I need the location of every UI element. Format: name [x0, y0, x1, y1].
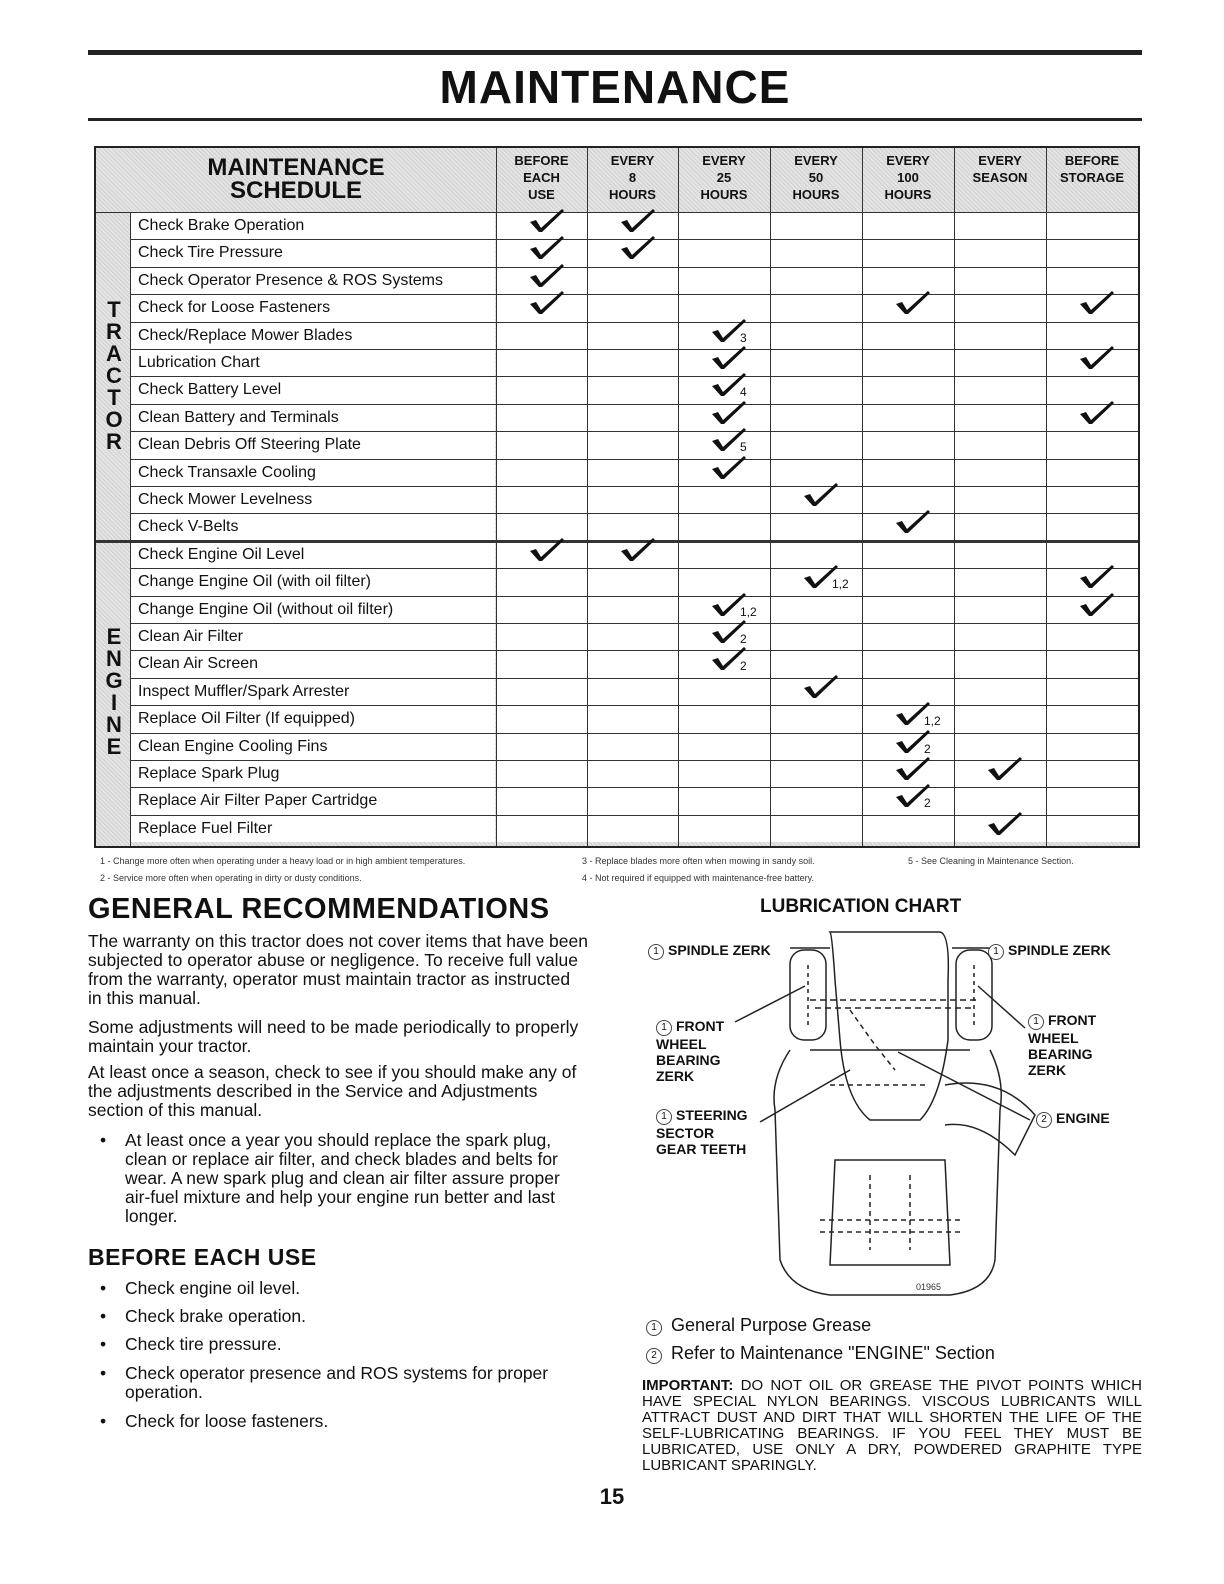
column-header-line: HOURS: [792, 187, 840, 202]
row-divider: [130, 650, 1138, 651]
column-header: [954, 152, 1046, 212]
group-divider: [130, 212, 131, 846]
column-header-line: EVERY: [794, 153, 838, 168]
checkmark-icon: [982, 756, 1026, 780]
column-divider: [954, 148, 955, 846]
group-letter: E: [106, 623, 122, 649]
group-letter: N: [106, 645, 122, 671]
task-label: Check Brake Operation: [138, 217, 305, 234]
bullet-dot: •: [100, 1411, 107, 1431]
column-header-line: BEFORE: [514, 153, 569, 168]
column-header-line: 100: [897, 170, 919, 185]
check-cell: [863, 377, 954, 403]
check-cell: [771, 213, 862, 239]
column-header-line: [954, 186, 1046, 203]
check-cell: [1047, 487, 1138, 513]
group-letter: R: [106, 429, 122, 455]
spindle-zerk-left-label: 1 SPINDLE ZERK: [648, 942, 771, 960]
check-cell: [588, 569, 678, 595]
check-cell: [955, 350, 1046, 376]
front-wheel-bearing-left-label: 1 FRONT WHEEL BEARING ZERK: [656, 1018, 725, 1084]
check-cell: [771, 761, 862, 787]
group-letter: O: [105, 407, 123, 433]
check-cell: [1047, 624, 1138, 650]
hood-outline: [830, 932, 948, 1120]
task-label: Clean Engine Cooling Fins: [138, 737, 328, 755]
group-letter: I: [110, 689, 118, 715]
checkmark-icon: [798, 674, 842, 698]
check-cell: [771, 323, 862, 349]
general-paragraph-3: At least once a season, check to see if you should make any of the adjustments described in the Service and Adjustments section of this manual.: [88, 1062, 577, 1120]
bullet-dot: •: [100, 1278, 107, 1298]
column-header-line: 25: [716, 170, 732, 185]
group-letter: G: [105, 667, 123, 693]
task-label: Clean Air Screen: [138, 655, 259, 673]
footnote: 4 - Not required if equipped with maintenance-free battery.: [582, 873, 814, 883]
check-cell: [863, 323, 954, 349]
task-label: Check V-Belts: [138, 518, 239, 536]
check-cell: [955, 542, 1046, 568]
check-cell: [863, 405, 954, 431]
task-label: Clean Battery and Terminals: [138, 408, 339, 426]
check-cell: [955, 651, 1046, 677]
before-each-use-heading: BEFORE EACH USE: [88, 1244, 317, 1270]
column-header-line: EACH: [523, 170, 560, 185]
column-header: [770, 152, 862, 212]
check-cell: [863, 240, 954, 266]
checkmark-icon: [1074, 592, 1118, 616]
check-cell: [771, 514, 862, 540]
task-label: Lubrication Chart: [138, 354, 260, 371]
check-note: 1,2: [924, 714, 941, 729]
general-recommendations-heading: GENERAL RECOMMENDATIONS: [88, 893, 550, 925]
row-divider: [130, 349, 1138, 350]
legend-general-grease: 1 General Purpose Grease: [646, 1315, 871, 1336]
check-cell: [771, 597, 862, 623]
check-note: 2: [740, 659, 747, 674]
check-cell: [955, 213, 1046, 239]
bullet-dot: •: [100, 1363, 107, 1383]
figure-id: 01965: [916, 1282, 942, 1292]
column-header-line: SEASON: [972, 170, 1028, 185]
check-cell: [955, 323, 1046, 349]
schedule-title-line2: SCHEDULE: [229, 177, 362, 204]
column-header-line: HOURS: [609, 187, 656, 202]
check-cell: [679, 514, 770, 540]
bullet-dot: •: [100, 1130, 107, 1150]
check-cell: [588, 323, 678, 349]
group-letter: T: [107, 297, 121, 323]
check-note: 3: [740, 330, 747, 345]
check-cell: [497, 323, 587, 349]
check-cell: [955, 460, 1046, 486]
spindle-zerk-right-label: 1 SPINDLE ZERK: [988, 942, 1111, 960]
check-cell: [1047, 788, 1138, 814]
checkmark-icon: [524, 290, 568, 314]
column-divider: [1046, 148, 1047, 846]
check-cell: [588, 377, 678, 403]
check-cell: [588, 761, 678, 787]
check-note: 2: [924, 741, 931, 756]
check-cell: [955, 240, 1046, 266]
check-cell: [955, 432, 1046, 458]
footnote: 1 - Change more often when operating under a heavy load or in high ambient temperatures.: [100, 856, 466, 866]
check-cell: [679, 706, 770, 732]
lubrication-chart-title: LUBRICATION CHART: [760, 896, 962, 917]
check-cell: [497, 679, 587, 705]
check-cell: [588, 788, 678, 814]
front-wheel-bearing-right-label: 1 FRONT WHEEL BEARING ZERK: [1028, 1012, 1097, 1078]
check-cell: [679, 788, 770, 814]
column-header-line: EVERY: [610, 153, 655, 168]
task-label: Replace Oil Filter (If equipped): [138, 710, 355, 728]
column-header-line: BEFORE: [1064, 153, 1120, 168]
before-each-use-item-text: Check brake operation.: [125, 1306, 306, 1326]
check-cell: [679, 734, 770, 760]
before-each-use-item-text: Check engine oil level.: [125, 1278, 301, 1298]
checkmark-icon: [524, 263, 568, 287]
checkmark-icon: [615, 537, 659, 561]
check-cell: [771, 624, 862, 650]
check-cell: [955, 679, 1046, 705]
check-cell: [771, 788, 862, 814]
check-cell: [497, 706, 587, 732]
check-cell: [771, 268, 862, 294]
group-letter: N: [106, 711, 122, 737]
check-cell: [497, 377, 587, 403]
column-header: [587, 152, 678, 212]
checkmark-icon: [1074, 400, 1118, 424]
check-cell: [1047, 816, 1138, 842]
checkmark-icon: [890, 756, 934, 780]
footnote: 5 - See Cleaning in Maintenance Section.: [908, 856, 1074, 866]
task-label: Clean Air Filter: [138, 628, 243, 645]
checkmark-icon: [1074, 345, 1118, 369]
left-front-wheel: [790, 950, 826, 1040]
checkmark-icon: [1074, 290, 1118, 314]
task-label: Replace Fuel Filter: [138, 819, 273, 837]
maintenance-schedule-table: [94, 146, 1140, 848]
important-text: DO NOT OIL OR GREASE THE PIVOT POINTS WHICH HAVE SPECIAL NYLON BEARINGS. VISCOUS LUBRICANTS WILL ATTRACT DUST AND DIRT THAT WILL SHORTEN THE LIFE OF THE SELF-LUBRICATING BEARINGS. IF YOU FEEL THEY MUST BE LUBRICATED, USE ONLY A DRY, POWDERED GRAPHITE TYPE LUBRICANT SPARINGLY.: [642, 1377, 1142, 1474]
engine-label: 2 ENGINE: [1036, 1110, 1110, 1128]
check-cell: [955, 597, 1046, 623]
check-cell: [863, 213, 954, 239]
general-paragraph-1: The warranty on this tractor does not cover items that have been subjected to operator abuse or negligence. To receive full value from the warranty, operator must maintain tractor as instructed in this manual.: [88, 931, 588, 1008]
check-cell: [588, 268, 678, 294]
check-cell: [588, 624, 678, 650]
checkmark-icon: [798, 482, 842, 506]
checkmark-icon: [524, 537, 568, 561]
schedule-title-line1: MAINTENANCE: [207, 154, 385, 181]
check-cell: [863, 569, 954, 595]
check-cell: [955, 624, 1046, 650]
check-cell: [1047, 706, 1138, 732]
check-cell: [497, 432, 587, 458]
marker-one-icon: 1: [1028, 1014, 1044, 1030]
checkmark-icon: [524, 235, 568, 259]
task-label: Inspect Muffler/Spark Arrester: [138, 682, 350, 700]
check-cell: [497, 597, 587, 623]
check-cell: [771, 377, 862, 403]
task-label: Check Operator Presence & ROS Systems: [138, 271, 443, 289]
bullet-dot: •: [100, 1306, 107, 1326]
top-rule: [88, 50, 1142, 55]
column-header-line: USE: [528, 187, 555, 202]
check-cell: [588, 432, 678, 458]
important-notice: [642, 1378, 1142, 1474]
marker-one-icon: 1: [656, 1020, 672, 1036]
rear-body: [774, 1050, 1001, 1295]
check-cell: [497, 816, 587, 842]
check-cell: [497, 569, 587, 595]
row-divider: [130, 376, 1138, 377]
check-cell: [588, 487, 678, 513]
checkmark-icon: [982, 811, 1026, 835]
column-header-line: EVERY: [886, 153, 930, 168]
check-cell: [679, 240, 770, 266]
check-cell: [955, 377, 1046, 403]
check-cell: [771, 706, 862, 732]
column-header: [1046, 152, 1138, 212]
check-cell: [588, 679, 678, 705]
check-cell: [1047, 761, 1138, 787]
check-cell: [588, 651, 678, 677]
check-cell: [863, 816, 954, 842]
check-cell: [679, 542, 770, 568]
check-cell: [771, 350, 862, 376]
check-cell: [955, 268, 1046, 294]
check-cell: [588, 350, 678, 376]
column-header-line: HOURS: [700, 187, 748, 202]
column-divider: [862, 148, 863, 846]
check-cell: [955, 487, 1046, 513]
check-note: 1,2: [832, 577, 849, 592]
column-header-line: HOURS: [884, 187, 932, 202]
checkmark-icon: [615, 208, 659, 232]
checkmark-icon: [524, 208, 568, 232]
check-cell: [771, 432, 862, 458]
check-cell: [955, 706, 1046, 732]
check-cell: [771, 816, 862, 842]
column-header: [678, 152, 770, 212]
before-each-use-item-text: Check tire pressure.: [125, 1334, 282, 1354]
before-each-use-item-text: Check operator presence and ROS systems for proper operation.: [125, 1363, 549, 1402]
check-cell: [588, 816, 678, 842]
check-cell: [497, 350, 587, 376]
check-cell: [863, 624, 954, 650]
check-cell: [1047, 734, 1138, 760]
group-letter: T: [107, 385, 121, 411]
checkmark-icon: [706, 400, 750, 424]
check-cell: [679, 487, 770, 513]
check-cell: [497, 460, 587, 486]
check-cell: [497, 651, 587, 677]
column-divider: [587, 148, 588, 846]
schedule-title: [96, 148, 496, 212]
check-note: 1,2: [740, 604, 757, 619]
check-cell: [771, 295, 862, 321]
marker-one-icon: 1: [648, 944, 664, 960]
important-label: IMPORTANT:: [642, 1377, 734, 1394]
check-cell: [588, 405, 678, 431]
checkmark-icon: [1074, 564, 1118, 588]
checkmark-icon: [706, 345, 750, 369]
footnote: 3 - Replace blades more often when mowing in sandy soil.: [582, 856, 815, 866]
column-header-line: EVERY: [702, 153, 746, 168]
footnote: 2 - Service more often when operating in dirty or dusty conditions.: [100, 873, 362, 883]
right-front-wheel: [956, 950, 992, 1040]
checkmark-icon: [890, 509, 934, 533]
check-cell: [955, 295, 1046, 321]
column-divider: [678, 148, 679, 846]
check-cell: [1047, 679, 1138, 705]
group-letter: C: [106, 363, 122, 389]
check-cell: [955, 405, 1046, 431]
marker-two-icon: 2: [1036, 1112, 1052, 1128]
task-label: Check Battery Level: [138, 381, 282, 399]
engine-cover: [945, 1083, 1035, 1155]
check-cell: [863, 651, 954, 677]
column-header-line: 50: [808, 170, 824, 185]
check-note: 5: [740, 440, 747, 455]
column-header: [496, 152, 587, 212]
check-cell: [771, 405, 862, 431]
row-divider: [130, 623, 1138, 624]
check-cell: [497, 734, 587, 760]
check-cell: [679, 213, 770, 239]
task-label: Check Tire Pressure: [138, 244, 283, 262]
check-cell: [1047, 651, 1138, 677]
check-cell: [771, 240, 862, 266]
group-letter: A: [106, 341, 122, 367]
title-underline: [88, 118, 1142, 121]
page-title: MAINTENANCE: [439, 61, 791, 113]
checkmark-icon: [615, 235, 659, 259]
before-each-use-item-text: Check for loose fasteners.: [125, 1411, 329, 1431]
check-cell: [679, 816, 770, 842]
task-label: Clean Debris Off Steering Plate: [138, 436, 361, 454]
bullet-dot: •: [100, 1334, 107, 1354]
page-number: 15: [599, 1484, 625, 1509]
check-cell: [679, 679, 770, 705]
column-header-line: EVERY: [978, 153, 1022, 168]
checkmark-icon: [706, 455, 750, 479]
column-header-line: 8: [628, 170, 637, 185]
task-label: Check Mower Levelness: [138, 491, 313, 508]
task-label: Check Engine Oil Level: [138, 545, 305, 563]
check-cell: [863, 350, 954, 376]
check-note: 2: [740, 632, 747, 646]
check-cell: [1047, 460, 1138, 486]
general-bullet-text: At least once a year you should replace the spark plug, clean or replace air filter, and check blades and belts for wear. A new spark plug and clean air filter assure proper air-fuel mixture and help your engine run better and last longer.: [125, 1130, 560, 1226]
check-cell: [497, 624, 587, 650]
task-label: Check/Replace Mower Blades: [138, 326, 353, 344]
task-label: Check Transaxle Cooling: [138, 463, 316, 481]
check-cell: [955, 569, 1046, 595]
task-label: Replace Air Filter Paper Cartridge: [138, 792, 378, 810]
check-cell: [863, 460, 954, 486]
check-note: 4: [740, 385, 747, 400]
check-cell: [955, 514, 1046, 540]
marker-one-icon: 1: [646, 1320, 662, 1336]
check-cell: [1047, 514, 1138, 540]
check-cell: [588, 295, 678, 321]
check-cell: [588, 734, 678, 760]
task-label: Replace Spark Plug: [138, 765, 280, 782]
check-cell: [497, 761, 587, 787]
check-cell: [1047, 240, 1138, 266]
check-cell: [1047, 432, 1138, 458]
legend-engine-section: 2 Refer to Maintenance "ENGINE" Section: [646, 1343, 995, 1364]
check-cell: [588, 597, 678, 623]
check-cell: [588, 460, 678, 486]
column-header: [862, 152, 954, 212]
column-header-line: [1046, 186, 1138, 203]
check-cell: [588, 706, 678, 732]
check-cell: [679, 268, 770, 294]
check-cell: [771, 734, 862, 760]
steering-sector-label: 1 STEERING SECTOR GEAR TEETH: [656, 1107, 748, 1157]
check-cell: [1047, 213, 1138, 239]
checkmark-icon: [890, 290, 934, 314]
check-cell: [497, 405, 587, 431]
group-letter: R: [106, 319, 122, 345]
check-note: 2: [924, 796, 931, 811]
marker-one-icon: 1: [656, 1109, 672, 1125]
check-cell: [497, 487, 587, 513]
task-label: Check for Loose Fasteners: [138, 299, 331, 317]
check-cell: [863, 542, 954, 568]
column-divider: [770, 148, 771, 846]
check-cell: [863, 597, 954, 623]
task-divider: [496, 148, 497, 846]
check-cell: [497, 788, 587, 814]
group-letter: E: [106, 733, 122, 759]
seat-area: [830, 1160, 950, 1265]
row-divider: [130, 513, 1138, 514]
column-header-line: STORAGE: [1059, 170, 1125, 185]
marker-two-icon: 2: [646, 1348, 662, 1364]
task-label: Change Engine Oil (without oil filter): [138, 600, 394, 618]
task-label: Change Engine Oil (with oil filter): [138, 573, 371, 591]
check-cell: [863, 432, 954, 458]
check-cell: [679, 761, 770, 787]
marker-one-icon: 1: [988, 944, 1004, 960]
general-paragraph-2: Some adjustments will need to be made periodically to properly maintain your tractor.: [88, 1017, 579, 1056]
